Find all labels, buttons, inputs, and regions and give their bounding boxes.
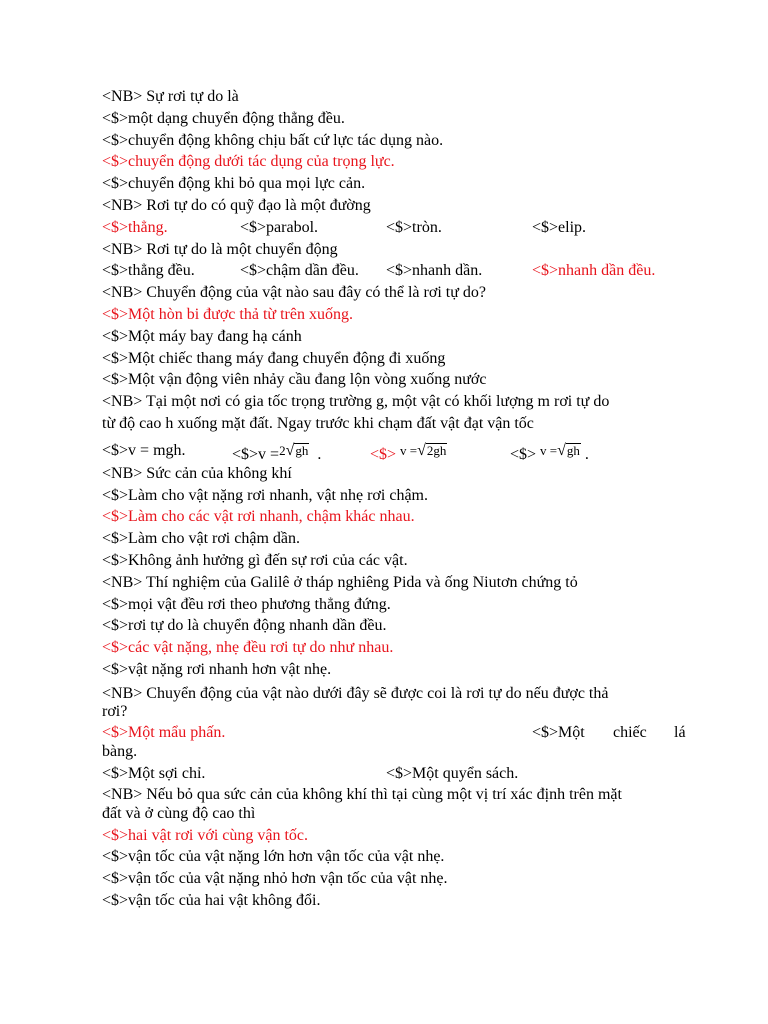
q5-option-c-prefix: <$> (370, 445, 397, 463)
q9-option-a-correct: <$>hai vật rơi với cùng vận tốc. (102, 826, 309, 844)
q9-question-line2: đất và ở cùng độ cao thì (102, 804, 256, 822)
q1-option-b: <$>chuyển động không chịu bất cứ lực tác dụng nào. (102, 131, 444, 149)
q5-option-b-formula (279, 437, 309, 465)
q4-question: <NB> Chuyển động của vật nào sau đây có thể là rơi tự do? (102, 284, 486, 302)
q6-option-a: <$>Làm cho vật nặng rơi nhanh, vật nhẹ rơi chậm. (102, 486, 428, 504)
q6-option-d: <$>Không ảnh hưởng gì đến sự rơi của các vật. (102, 551, 408, 569)
q7-question: <NB> Thí nghiệm của Galilê ở tháp nghiêng Pida và ống Niutơn chứng tỏ (102, 573, 578, 591)
q7-option-b: <$>rơi tự do là chuyển động nhanh dần đều. (102, 617, 387, 635)
q5-option-b-end: . (317, 445, 322, 463)
q5-option-c-correct (370, 437, 447, 469)
q6-option-c: <$>Làm cho vật rơi chậm dần. (102, 530, 300, 548)
q5-option-d-radicand: gh (566, 442, 580, 458)
q8-options-row1 (102, 723, 686, 743)
q7-option-a: <$>mọi vật đều rơi theo phương thẳng đứng. (102, 595, 391, 613)
q8-options-row2 (102, 763, 686, 785)
q3-option-c: <$>nhanh dần. (386, 262, 483, 280)
q4-option-d: <$>Một vận động viên nhảy cầu đang lộn vòng xuống nước (102, 371, 487, 389)
q6-option-b-correct: <$>Làm cho các vật rơi nhanh, chậm khác nhau. (102, 508, 415, 526)
q2-option-a-correct: <$>thẳng. (102, 218, 168, 236)
q9-option-c: <$>vận tốc của vật nặng nhỏ hơn vận tốc của vật nhẹ. (102, 870, 448, 888)
q8-option-b-w1: <$>Một (532, 723, 585, 741)
q4-option-a-correct: <$>Một hòn bi được thả từ trên xuống. (102, 305, 353, 323)
sqrt-icon: √ (417, 441, 426, 459)
q6-question: <NB> Sức cản của không khí (102, 464, 292, 482)
q2-question: <NB> Rơi tự do có quỹ đạo là một đường (102, 196, 371, 214)
q5-option-d-end: . (584, 445, 589, 463)
q5-option-d-lhs: v = (540, 442, 558, 458)
q5-option-c-formula (400, 437, 447, 465)
q5-option-a: <$>v = mgh. (102, 441, 186, 459)
sqrt-icon: √ (557, 441, 566, 459)
q3-options-row (102, 260, 686, 282)
q2-options-row (102, 217, 686, 239)
q4-option-c: <$>Một chiếc thang máy đang chuyển động đi xuống (102, 349, 446, 367)
q4-option-b: <$>Một máy bay đang hạ cánh (102, 327, 302, 345)
q9-option-d: <$>vận tốc của hai vật không đổi. (102, 891, 321, 909)
q2-option-c: <$>tròn. (386, 218, 442, 236)
q8-option-a-correct: <$>Một mẩu phấn. (102, 723, 226, 741)
q9-question-line1: <NB> Nếu bỏ qua sức cản của không khí thì tại cùng một vị trí xác định trên mặt (102, 785, 622, 803)
q8-option-b-line2: bàng. (102, 742, 138, 760)
sqrt-icon: √ (285, 441, 295, 459)
q8-question-line2: rơi? (102, 702, 128, 720)
q5-option-b (232, 437, 321, 469)
q3-option-b: <$>chậm dần đều. (240, 262, 359, 280)
q5-option-c-lhs: v = (400, 442, 418, 458)
q8-option-b-w3: lá (674, 723, 686, 741)
q7-option-c-correct: <$>các vật nặng, nhẹ đều rơi tự do như nhau. (102, 639, 394, 657)
q8-option-b-w2: chiếc (613, 723, 647, 741)
q5-question-line2: từ độ cao h xuống mặt đất. Ngay trước khi chạm đất vật đạt vận tốc (102, 414, 534, 432)
q1-option-c-correct: <$>chuyển động dưới tác dụng của trọng lực. (102, 153, 395, 171)
q5-option-d (510, 437, 589, 469)
q5-option-b-coef: 2 (279, 442, 286, 458)
q2-option-d: <$>elip. (532, 218, 587, 236)
q8-question-line1: <NB> Chuyển động của vật nào dưới đây sẽ được coi là rơi tự do nếu được thả (102, 684, 609, 702)
q5-option-b-prefix: <$>v = (232, 445, 280, 463)
q5-option-d-formula (540, 437, 581, 465)
q3-question: <NB> Rơi tự do là một chuyển động (102, 240, 338, 258)
q7-option-d: <$>vật nặng rơi nhanh hơn vật nhẹ. (102, 660, 332, 678)
q1-question: <NB> Sự rơi tự do là (102, 88, 239, 105)
question-list (102, 86, 686, 912)
q1-option-d: <$>chuyển động khi bỏ qua mọi lực cản. (102, 175, 366, 193)
q8-option-d: <$>Một quyển sách. (386, 764, 519, 782)
q2-option-b: <$>parabol. (240, 218, 319, 236)
q3-option-d-correct: <$>nhanh dần đều. (532, 262, 656, 280)
q5-question-line1: <NB> Tại một nơi có gia tốc trọng trường g, một vật có khối lượng m rơi tự do (102, 393, 610, 411)
q5-option-d-prefix: <$> (510, 445, 537, 463)
q8-option-c: <$>Một sợi chỉ. (102, 764, 206, 782)
q1-option-a: <$>một dạng chuyển động thẳng đều. (102, 109, 345, 127)
q5-option-b-radicand: gh (295, 442, 309, 458)
q5-options-row (102, 435, 686, 463)
q9-option-b: <$>vận tốc của vật nặng lớn hơn vận tốc của vật nhẹ. (102, 848, 445, 866)
q3-option-a: <$>thẳng đều. (102, 262, 195, 280)
q5-option-c-radicand: 2gh (426, 442, 447, 458)
